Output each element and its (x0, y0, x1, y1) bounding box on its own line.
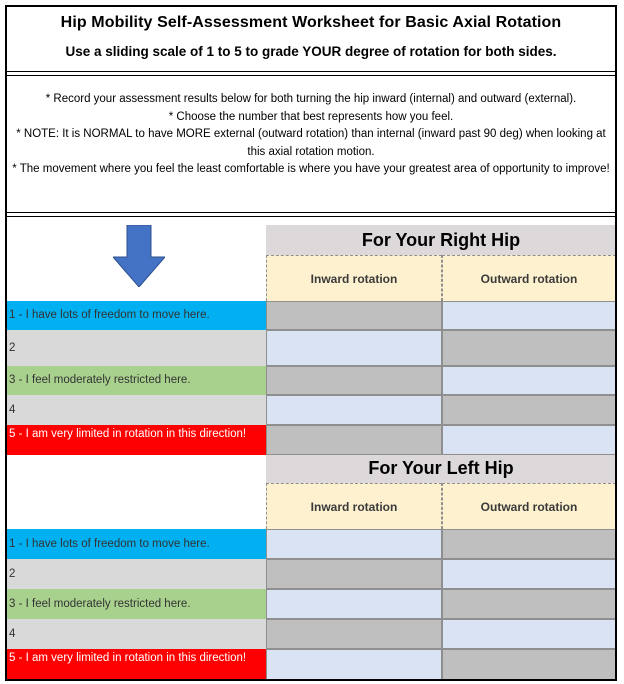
rating-cell[interactable] (266, 589, 442, 619)
scale-label: 5 - I am very limited in rotation in this direction! (7, 649, 266, 681)
down-arrow-icon (113, 225, 165, 287)
rating-cell[interactable] (442, 649, 616, 681)
worksheet-subtitle: Use a sliding scale of 1 to 5 to grade YOUR degree of rotation for both sides. (65, 44, 557, 59)
column-header-outward: Outward rotation (442, 255, 616, 301)
scale-label: 2 (7, 330, 266, 366)
rating-cell[interactable] (266, 529, 442, 559)
scale-label: 4 (7, 619, 266, 649)
rating-cell[interactable] (266, 395, 442, 425)
column-header-inward: Inward rotation (266, 483, 442, 529)
rating-cell[interactable] (266, 619, 442, 649)
rating-cell[interactable] (266, 559, 442, 589)
divider (7, 216, 615, 217)
worksheet-title: Hip Mobility Self-Assessment Worksheet for Basic Axial Rotation (60, 14, 562, 31)
rating-cell[interactable] (266, 330, 442, 366)
rating-cell[interactable] (442, 330, 616, 366)
scale-label: 3 - I feel moderately restricted here. (7, 589, 266, 619)
instruction-line: * The movement where you feel the least comfortable is where you have your greatest area of opportunity to improve! (12, 163, 610, 176)
divider (7, 212, 615, 213)
instructions (7, 91, 615, 179)
rating-cell[interactable] (442, 366, 616, 395)
rating-cell[interactable] (442, 529, 616, 559)
rating-cell[interactable] (266, 649, 442, 681)
scale-label: 5 - I am very limited in rotation in this direction! (7, 425, 266, 455)
rating-cell[interactable] (442, 301, 616, 330)
instruction-line: * NOTE: It is NORMAL to have MORE external (outward rotation) than internal (inward past 90 deg) when looking at this axial rotation motion. (16, 128, 606, 158)
column-header-inward: Inward rotation (266, 255, 442, 301)
scale-label: 4 (7, 395, 266, 425)
rating-cell[interactable] (266, 366, 442, 395)
worksheet (5, 5, 617, 681)
section-title: For Your Right Hip (266, 225, 616, 255)
section-title: For Your Left Hip (266, 455, 616, 483)
divider (7, 71, 615, 72)
instruction-line: * Choose the number that best represents how you feel. (168, 110, 454, 123)
rating-cell[interactable] (442, 589, 616, 619)
rating-cell[interactable] (266, 425, 442, 455)
rating-cell[interactable] (442, 395, 616, 425)
rating-cell[interactable] (442, 619, 616, 649)
divider (7, 75, 615, 76)
scale-label: 1 - I have lots of freedom to move here. (7, 301, 266, 330)
scale-label: 1 - I have lots of freedom to move here. (7, 529, 266, 559)
rating-cell[interactable] (442, 425, 616, 455)
column-header-outward: Outward rotation (442, 483, 616, 529)
rating-cell[interactable] (266, 301, 442, 330)
rating-cell[interactable] (442, 559, 616, 589)
scale-label: 3 - I feel moderately restricted here. (7, 366, 266, 395)
scale-label: 2 (7, 559, 266, 589)
title-box (7, 7, 615, 74)
instruction-line: * Record your assessment results below for both turning the hip inward (internal) and outward (external). (45, 93, 577, 105)
